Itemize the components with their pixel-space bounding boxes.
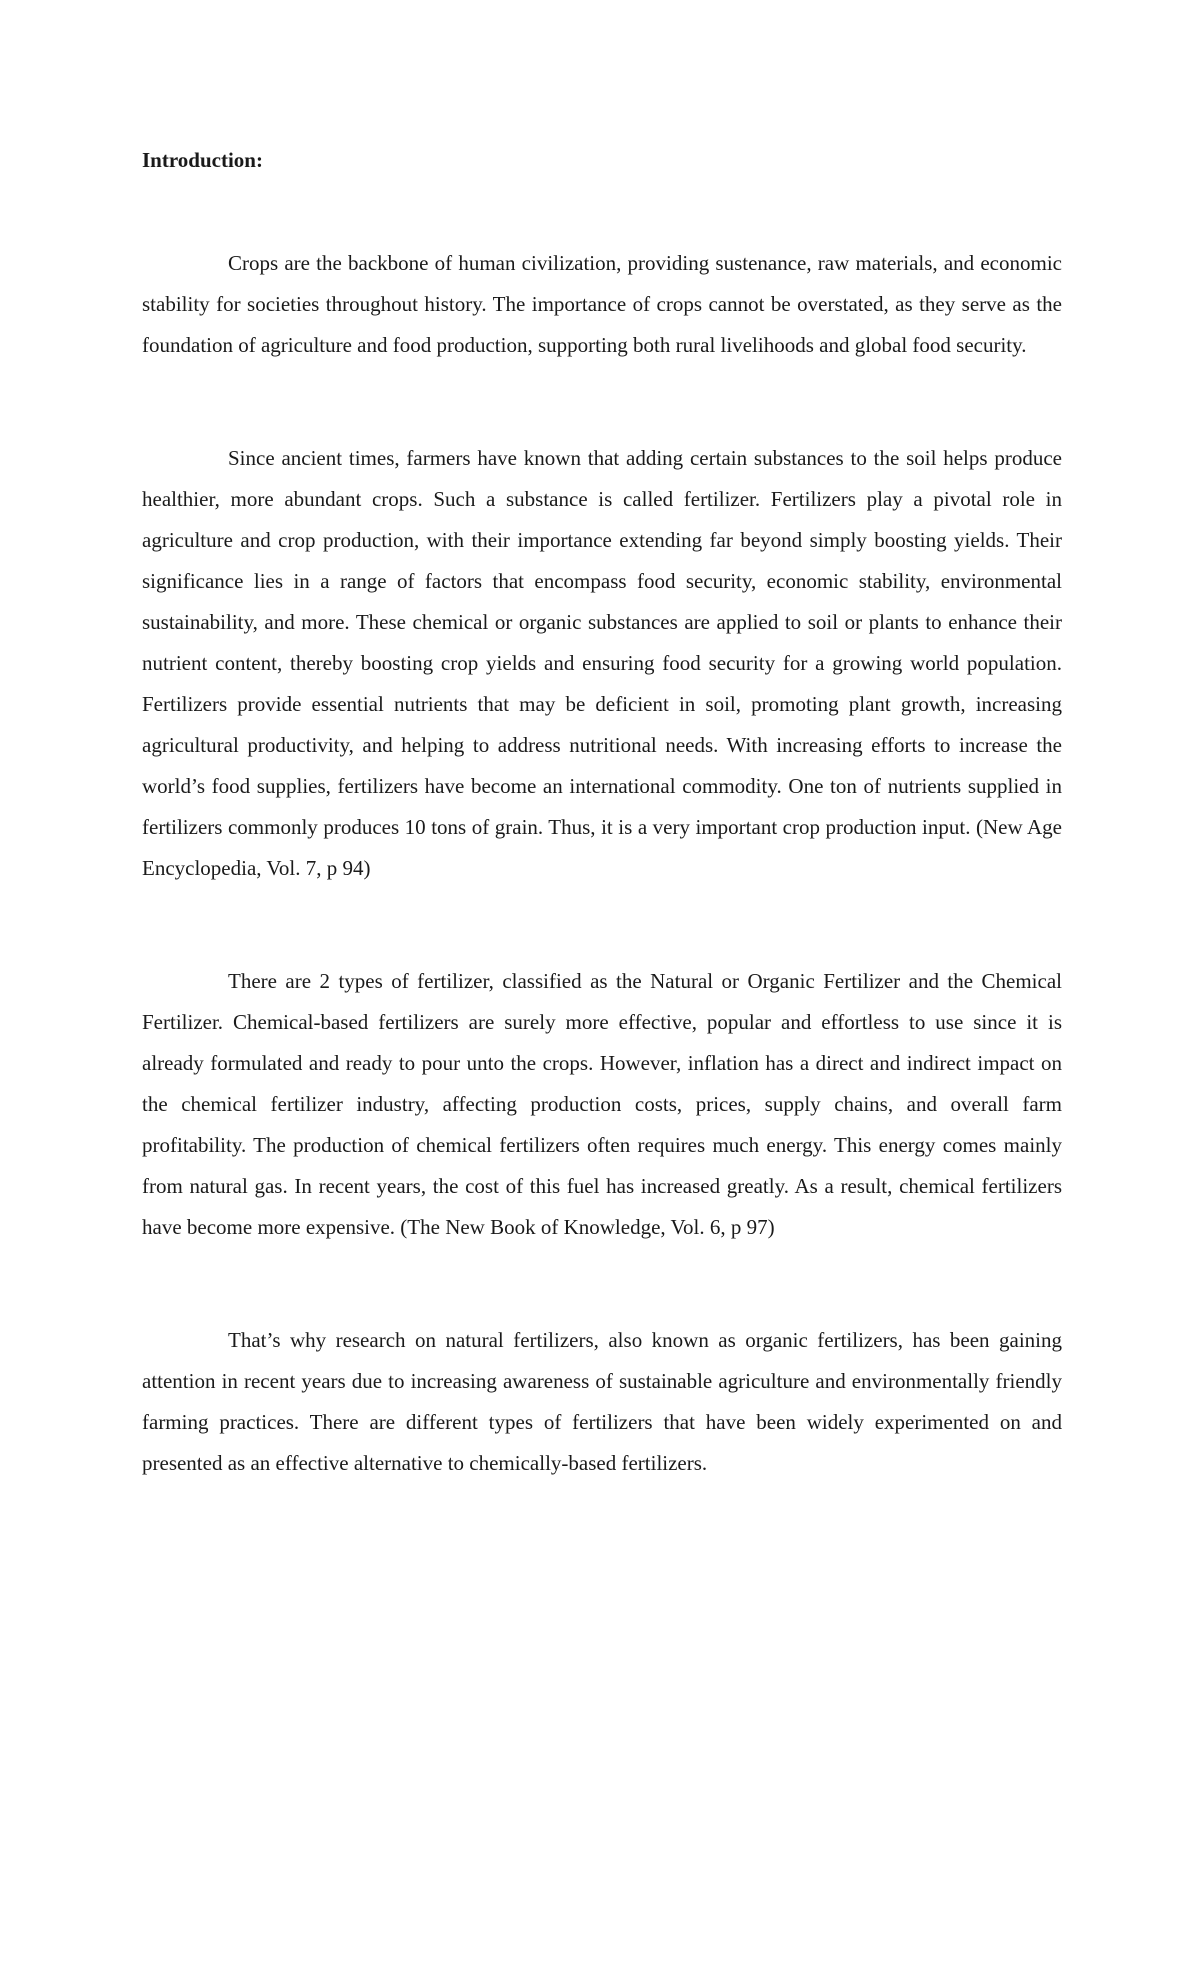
paragraph-fertilizer-types: There are 2 types of fertilizer, classified as the Natural or Organic Fertilizer and the Chemical Fertilizer. Chemical-based fertilizers are surely more effective, popular and effortless to use since it is already formulated and ready to pour unto the crops. However, inflation has a direct and indirect impact on the chemical fertilizer industry, affecting production costs, prices, supply chains, and overall farm profitability. The production of chemical fertilizers often requires much energy. This energy comes mainly from natural gas. In recent years, the cost of this fuel has increased greatly. As a result, chemical fertilizers have become more expensive. (The New Book of Knowledge, Vol. 6, p 97): [142, 969, 1062, 1239]
paragraph-fertilizer-role: Since ancient times, farmers have known that adding certain substances to the soil helps produce healthier, more abundant crops. Such a substance is called fertilizer. Fertilizers play a pivotal role in agriculture and crop production, with their importance extending far beyond simply boosting yields. Their significance lies in a range of factors that encompass food security, economic stability, environmental sustainability, and more. These chemical or organic substances are applied to soil or plants to enhance their nutrient content, thereby boosting crop yields and ensuring food security for a growing world population. Fertilizers provide essential nutrients that may be deficient in soil, promoting plant growth, increasing agricultural productivity, and helping to address nutritional needs. With increasing efforts to increase the world’s food supplies, fertilizers have become an international commodity. One ton of nutrients supplied in fertilizers commonly produces 10 tons of grain. Thus, it is a very important crop production input. (New Age Encyclopedia, Vol. 7, p 94): [142, 446, 1062, 880]
paragraph-crops-importance: Crops are the backbone of human civilization, providing sustenance, raw materials, and economic stability for societies throughout history. The importance of crops cannot be overstated, as they serve as the foundation of agriculture and food production, supporting both rural livelihoods and global food security.: [142, 251, 1062, 357]
document-body: [142, 140, 1062, 1484]
paragraph-natural-fertilizer-research: That’s why research on natural fertilizers, also known as organic fertilizers, has been gaining attention in recent years due to increasing awareness of sustainable agriculture and environmentally friendly farming practices. There are different types of fertilizers that have been widely experimented on and presented as an effective alternative to chemically-based fertilizers.: [142, 1328, 1062, 1475]
section-heading: Introduction:: [142, 148, 263, 172]
